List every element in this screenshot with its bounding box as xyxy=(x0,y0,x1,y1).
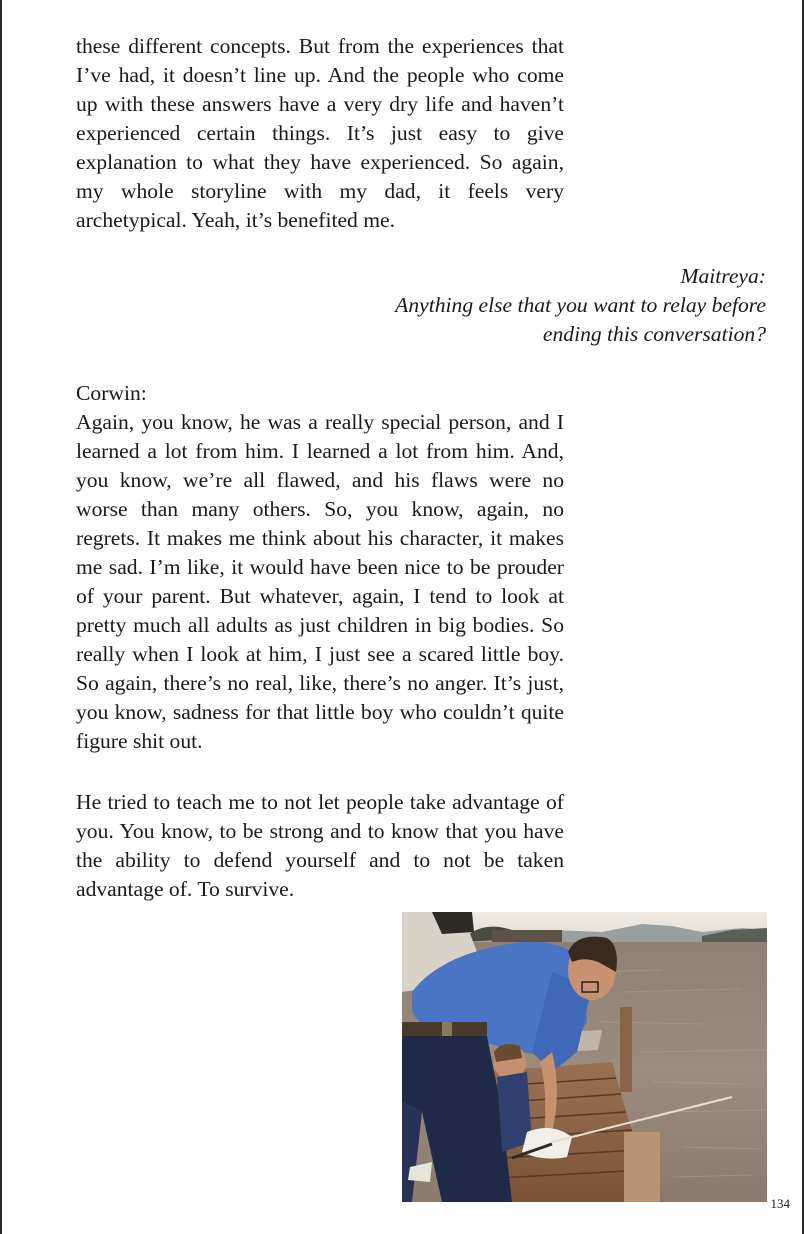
interviewer-question-line-1: Anything else that you want to relay before xyxy=(395,293,766,317)
body-paragraph-1: these different concepts. But from the experiences that I’ve had, it doesn’t line up. And the people who come up with these answers have a very dry life and haven’t experienced certain things. It’s just easy to give explanation to what they have experienced. So again, my whole storyline with my dad, it feels very archetypical. Yeah, it’s benefited me. xyxy=(76,34,564,232)
page-number: 134 xyxy=(770,1196,790,1211)
body-paragraph-3: He tried to teach me to not let people take advantage of you. You know, to be strong and to know that you have the ability to defend yourself and to not be taken advantage of. To survive. xyxy=(76,790,564,901)
interviewer-name: Maitreya: xyxy=(680,264,766,288)
photograph-father-son-fishing xyxy=(402,912,767,1202)
speaker-name: Corwin: xyxy=(76,381,147,405)
interviewer-question-line-2: ending this conversation? xyxy=(542,322,766,346)
page-left-border xyxy=(0,0,2,1234)
interviewer-block xyxy=(326,262,766,349)
body-paragraph-2: Again, you know, he was a really special person, and I learned a lot from him. I learned a lot from him. And, you know, we’re all flawed, and his flaws were no worse than many others. So, you know, again, no regrets. It makes me think about his character, it makes me sad. I’m like, it would have been nice to be prouder of your parent. But whatever, again, I tend to look at pretty much all adults as just children in big bodies. So really when I look at him, I just see a scared little boy. So again, there’s no real, like, there’s no anger. It’s just, you know, sadness for that little boy who couldn’t quite figure shit out. xyxy=(76,410,564,753)
